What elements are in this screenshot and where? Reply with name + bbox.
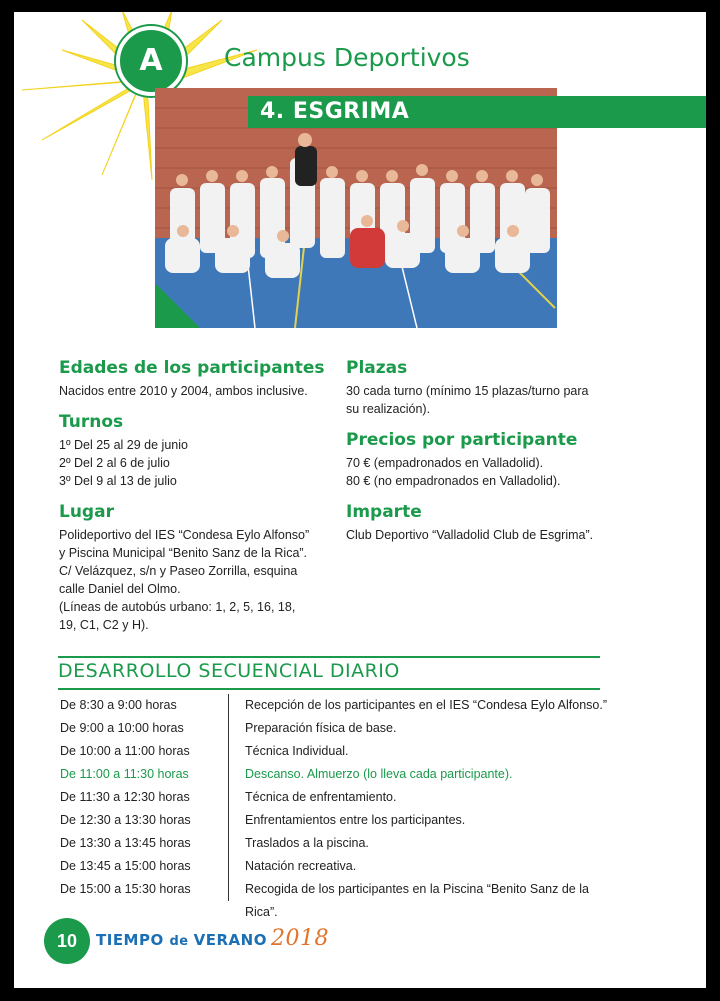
lugar-block [59, 502, 329, 634]
row-desc: Técnica de enfrentamiento. [228, 786, 618, 809]
plazas-heading: Plazas [346, 358, 408, 378]
lugar-text: Polideportivo del IES “Condesa Eylo Alfonso” y Piscina Municipal “Benito Sanz de la Rica”. C/ Velázquez, s/n y Paseo Zorrilla, esquina calle Daniel del Olmo. (Líneas de autobús urbano: 1, 2, 5, 16, 18, 19, C1, C2 y H). [59, 528, 310, 632]
plazas-text: 30 cada turno (mínimo 15 plazas/turno para su realización). [346, 384, 589, 416]
table-row [58, 694, 618, 717]
precios-block [346, 430, 616, 490]
row-desc: Natación recreativa. [228, 855, 618, 878]
table-row [58, 717, 618, 740]
table-row [58, 809, 618, 832]
brochure-page [14, 12, 706, 988]
ages-block [59, 358, 329, 400]
info-right-column [346, 358, 616, 556]
activity-banner: 4. ESGRIMA [248, 96, 706, 128]
row-desc: Preparación física de base. [228, 717, 618, 740]
lugar-heading: Lugar [59, 502, 114, 522]
table-row-highlight [58, 763, 618, 786]
row-time: De 9:00 a 10:00 horas [60, 721, 184, 735]
row-desc: Traslados a la piscina. [228, 832, 618, 855]
imparte-text: Club Deportivo “Valladolid Club de Esgrima”. [346, 528, 594, 542]
schedule-table [58, 694, 618, 919]
section-title: Campus Deportivos [224, 43, 470, 72]
schedule-bottom-rule [58, 688, 600, 690]
ages-text: Nacidos entre 2010 y 2004, ambos inclusive. [59, 384, 308, 398]
row-time: De 11:00 a 11:30 horas [60, 767, 189, 781]
turnos-text: 1º Del 25 al 29 de junio 2º Del 2 al 6 de julio 3º Del 9 al 13 de julio [59, 438, 188, 488]
table-row [58, 786, 618, 809]
imparte-heading: Imparte [346, 502, 422, 522]
schedule-title: DESARROLLO SECUENCIAL DIARIO [58, 660, 400, 682]
row-time: De 11:30 a 12:30 horas [60, 790, 190, 804]
table-row [58, 878, 618, 919]
row-time: De 8:30 a 9:00 horas [60, 698, 177, 712]
plazas-block [346, 358, 616, 418]
row-time: De 12:30 a 13:30 horas [60, 813, 191, 827]
turnos-block [59, 412, 329, 490]
table-row [58, 855, 618, 878]
row-desc: Técnica Individual. [228, 740, 618, 763]
info-left-column [59, 358, 329, 646]
table-row [58, 740, 618, 763]
row-desc: Recepción de los participantes en el IES “Condesa Eylo Alfonso.” [228, 694, 618, 717]
precios-heading: Precios por participante [346, 430, 578, 450]
row-time: De 15:00 a 15:30 horas [60, 882, 191, 896]
row-desc: Enfrentamientos entre los participantes. [228, 809, 618, 832]
ages-heading: Edades de los participantes [59, 358, 325, 378]
row-desc: Descanso. Almuerzo (lo lleva cada participante). [228, 763, 618, 786]
turnos-heading: Turnos [59, 412, 124, 432]
brand-part-3: VERANO [193, 931, 267, 949]
brand-year: 2018 [270, 926, 329, 951]
row-desc: Recogida de los participantes en la Piscina “Benito Sanz de la Rica”. [228, 878, 618, 901]
brand-title [96, 926, 329, 951]
precios-text: 70 € (empadronados en Valladolid). 80 € (no empadronados en Valladolid). [346, 456, 561, 488]
schedule-top-rule [58, 656, 600, 658]
row-time: De 13:30 a 13:45 horas [60, 836, 191, 850]
table-row [58, 832, 618, 855]
row-time: De 13:45 a 15:00 horas [60, 859, 191, 873]
section-badge: A [116, 26, 186, 96]
page-number: 10 [44, 918, 90, 964]
row-time: De 10:00 a 11:00 horas [60, 744, 190, 758]
brand-part-1: TIEMPO [96, 931, 170, 949]
brand-part-2: de [169, 934, 194, 949]
imparte-block [346, 502, 616, 544]
